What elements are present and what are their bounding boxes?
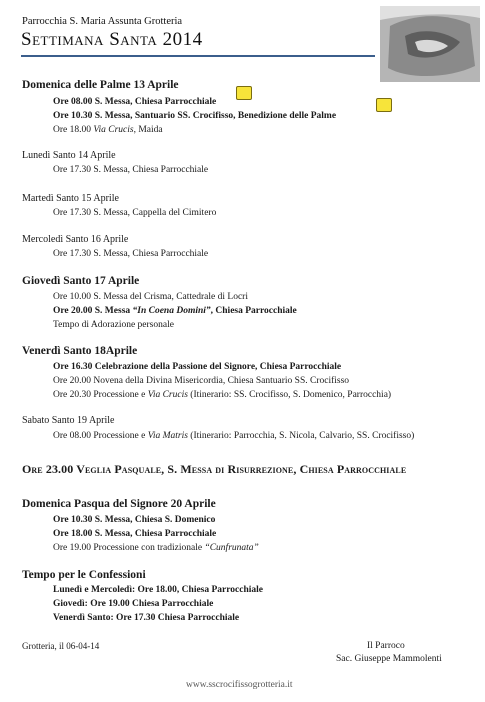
- lunedi-line-1: Ore 17.30 S. Messa, Chiesa Parrocchiale: [53, 165, 209, 175]
- confessioni-line-1: Lunedì e Mercoledì: Ore 18.00, Chiesa Parrocchiale: [53, 585, 264, 595]
- section-heading-palme: Domenica delle Palme 13 Aprile: [22, 79, 179, 91]
- section-heading-lunedi: Lunedì Santo 14 Aprile: [22, 150, 116, 161]
- martedi-line-1: Ore 17.30 S. Messa, Cappella del Cimitero: [53, 208, 217, 218]
- confessioni-line-2: Giovedì: Ore 19.00 Chiesa Parrocchiale: [53, 599, 214, 609]
- signature-name: Sac. Giuseppe Mammolenti: [336, 654, 442, 664]
- pasqua-line-1: Ore 10.30 S. Messa, Chiesa S. Domenico: [53, 515, 216, 525]
- signature-title: Il Parroco: [367, 641, 405, 651]
- section-heading-mercoledi: Mercoledì Santo 16 Aprile: [22, 234, 129, 245]
- pasqua-line-2: Ore 18.00 S. Messa, Chiesa Parrocchiale: [53, 529, 217, 539]
- section-heading-sabato: Sabato Santo 19 Aprile: [22, 415, 115, 426]
- giovedi-line-1: Ore 10.00 S. Messa del Crisma, Cattedrale di Locri: [53, 292, 248, 302]
- section-heading-martedi: Martedì Santo 15 Aprile: [22, 193, 119, 204]
- veglia-pasquale: Ore 23.00 Veglia Pasquale, S. Messa di Risurrezione, Chiesa Parrocchiale: [22, 462, 407, 476]
- venerdi-line-3: Ore 20.30 Processione e Via Crucis (Itinerario: SS. Crocifisso, S. Domenico, Parrocchia): [53, 390, 392, 400]
- section-heading-confessioni: Tempo per le Confessioni: [22, 569, 146, 581]
- confessioni-line-3: Venerdì Santo: Ore 17.30 Chiesa Parrocchiale: [53, 613, 240, 623]
- section-heading-pasqua: Domenica Pasqua del Signore 20 Aprile: [22, 498, 216, 510]
- pasqua-line-3: Ore 19.00 Processione con tradizionale “Cunfrunata”: [53, 543, 259, 553]
- comment-icon[interactable]: [376, 98, 392, 112]
- crucifix-photo: [380, 6, 480, 82]
- palme-line-1: Ore 08.00 S. Messa, Chiesa Parrocchiale: [53, 97, 217, 107]
- parish-name: Parrocchia S. Maria Assunta Grotteria: [22, 16, 183, 27]
- sabato-line-1: Ore 08.00 Processione e Via Matris (Itinerario: Parrocchia, S. Nicola, Calvario, SS. Crocifisso): [53, 431, 415, 441]
- page-title: Settimana Santa 2014: [21, 29, 203, 50]
- venerdi-line-1: Ore 16.30 Celebrazione della Passione del Signore, Chiesa Parrocchiale: [53, 362, 342, 372]
- place-date: Grotteria, il 06-04-14: [22, 641, 100, 651]
- comment-icon[interactable]: [236, 86, 252, 100]
- title-rule: [21, 55, 375, 57]
- giovedi-line-2: Ore 20.00 S. Messa “In Coena Domini”, Chiesa Parrocchiale: [53, 306, 297, 316]
- section-heading-venerdi: Venerdì Santo 18Aprile: [22, 345, 138, 357]
- giovedi-line-3: Tempo di Adorazione personale: [53, 320, 174, 330]
- section-heading-giovedi: Giovedì Santo 17 Aprile: [22, 275, 140, 287]
- website-link[interactable]: www.sscrocifissogrotteria.it: [186, 680, 293, 690]
- mercoledi-line-1: Ore 17.30 S. Messa, Chiesa Parrocchiale: [53, 249, 209, 259]
- palme-line-2: Ore 10.30 S. Messa, Santuario SS. Crocifisso, Benedizione delle Palme: [53, 111, 337, 121]
- venerdi-line-2: Ore 20.00 Novena della Divina Misericordia, Chiesa Santuario SS. Crocifisso: [53, 376, 350, 386]
- palme-line-3: Ore 18.00 Via Crucis, Maida: [53, 125, 163, 135]
